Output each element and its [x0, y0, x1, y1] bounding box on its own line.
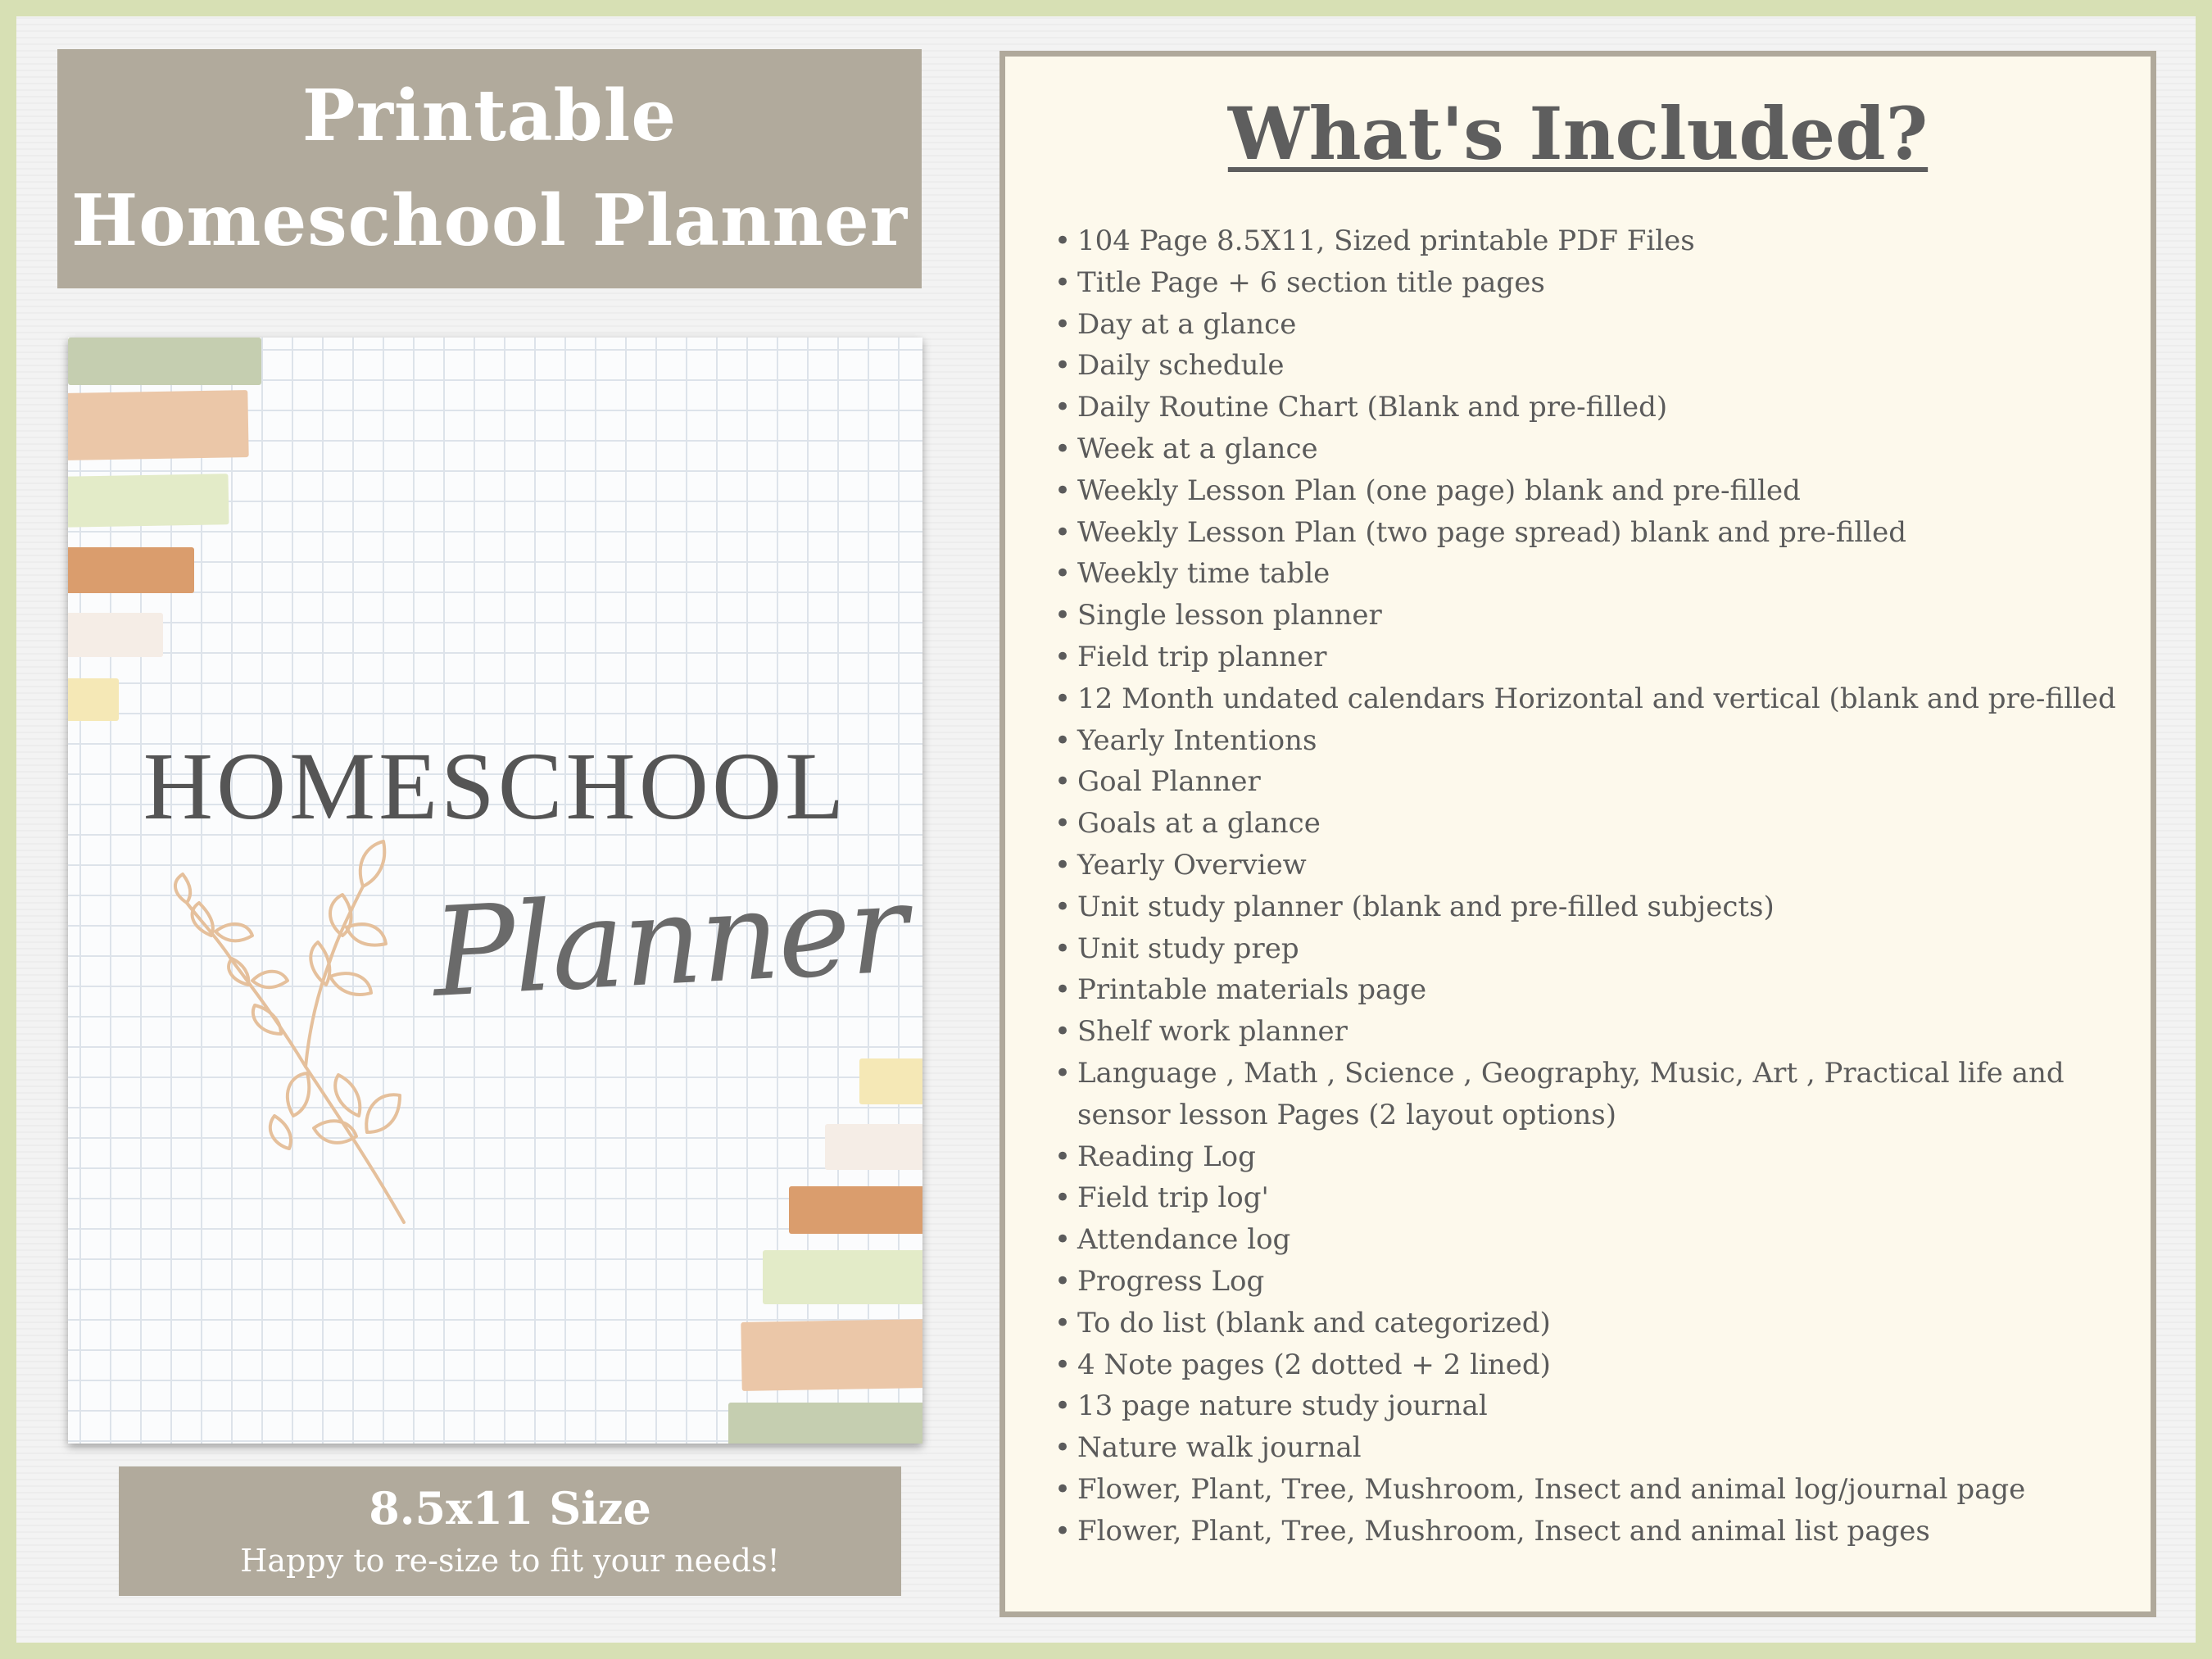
list-item: • Yearly Intentions	[1054, 720, 2136, 762]
cover-script-title: Planner	[428, 857, 910, 1026]
title-banner	[57, 49, 922, 288]
stripe-peach-top	[68, 390, 249, 460]
stripe-yellow-bottom	[859, 1058, 922, 1104]
list-item: • 12 Month undated calendars Horizontal and vertical (blank and pre-filled	[1054, 678, 2136, 720]
list-item: • Flower, Plant, Tree, Mushroom, Insect and animal log/journal page	[1054, 1469, 2136, 1511]
stripe-terracotta-bottom	[789, 1186, 922, 1234]
list-item: • Daily schedule	[1054, 345, 2136, 387]
list-item: • Progress Log	[1054, 1261, 2136, 1303]
list-item: • Weekly Lesson Plan (two page spread) blank and pre-filled	[1054, 512, 2136, 554]
list-item: • Weekly time table	[1054, 553, 2136, 595]
whats-included-panel	[999, 51, 2156, 1617]
list-item: • 4 Note pages (2 dotted + 2 lined)	[1054, 1344, 2136, 1386]
list-item: • Language , Math , Science , Geography, Music, Art , Practical life and sensor lesson Pages (2 layout options)	[1054, 1053, 2136, 1136]
stripe-lightgreen-bottom	[763, 1250, 922, 1304]
list-item: • Shelf work planner	[1054, 1011, 2136, 1053]
stripe-sage-top	[68, 338, 261, 385]
title-line-2: Homeschool Planner	[70, 179, 909, 262]
list-item: • Weekly Lesson Plan (one page) blank and pre-filled	[1054, 470, 2136, 512]
stripe-peach-bottom	[741, 1319, 922, 1391]
size-title: 8.5x11 Size	[369, 1482, 651, 1534]
stripe-cream-top	[68, 613, 163, 657]
list-item: • Printable materials page	[1054, 969, 2136, 1011]
list-item: • Day at a glance	[1054, 304, 2136, 346]
list-item: • Flower, Plant, Tree, Mushroom, Insect and animal list pages	[1054, 1511, 2136, 1552]
list-item: • Goal Planner	[1054, 761, 2136, 803]
list-item: • To do list (blank and categorized)	[1054, 1303, 2136, 1344]
planner-cover-preview	[68, 338, 922, 1444]
list-item: • Title Page + 6 section title pages	[1054, 262, 2136, 304]
eucalyptus-branch-icon	[166, 837, 428, 1231]
list-item: • Week at a glance	[1054, 428, 2136, 470]
list-item: • Nature walk journal	[1054, 1427, 2136, 1469]
list-item: • Attendance log	[1054, 1219, 2136, 1261]
title-line-1: Printable	[301, 75, 678, 157]
list-item: • Unit study prep	[1054, 928, 2136, 970]
list-item: • Unit study planner (blank and pre-filled subjects)	[1054, 886, 2136, 928]
size-subtitle: Happy to re-size to fit your needs!	[240, 1543, 780, 1579]
list-item: • Yearly Overview	[1054, 845, 2136, 886]
list-item: • Goals at a glance	[1054, 803, 2136, 845]
list-item: • Daily Routine Chart (Blank and pre-filled)	[1054, 387, 2136, 428]
list-item: • Single lesson planner	[1054, 595, 2136, 637]
panel-heading: What's Included?	[1227, 91, 1929, 176]
stripe-terracotta-top	[68, 547, 194, 593]
stripe-lightgreen-top	[68, 474, 229, 528]
list-item: • Reading Log	[1054, 1136, 2136, 1178]
stripe-cream-bottom	[825, 1124, 922, 1170]
list-item: • Field trip log'	[1054, 1177, 2136, 1219]
size-banner	[119, 1466, 901, 1596]
stripe-yellow-top	[68, 678, 119, 721]
stripe-sage-bottom	[728, 1403, 922, 1444]
list-item: • Field trip planner	[1054, 637, 2136, 678]
list-item: • 13 page nature study journal	[1054, 1385, 2136, 1427]
list-item: • 104 Page 8.5X11, Sized printable PDF Files	[1054, 220, 2136, 262]
cover-title: HOMESCHOOL	[143, 732, 848, 840]
included-list	[1054, 220, 2136, 1552]
